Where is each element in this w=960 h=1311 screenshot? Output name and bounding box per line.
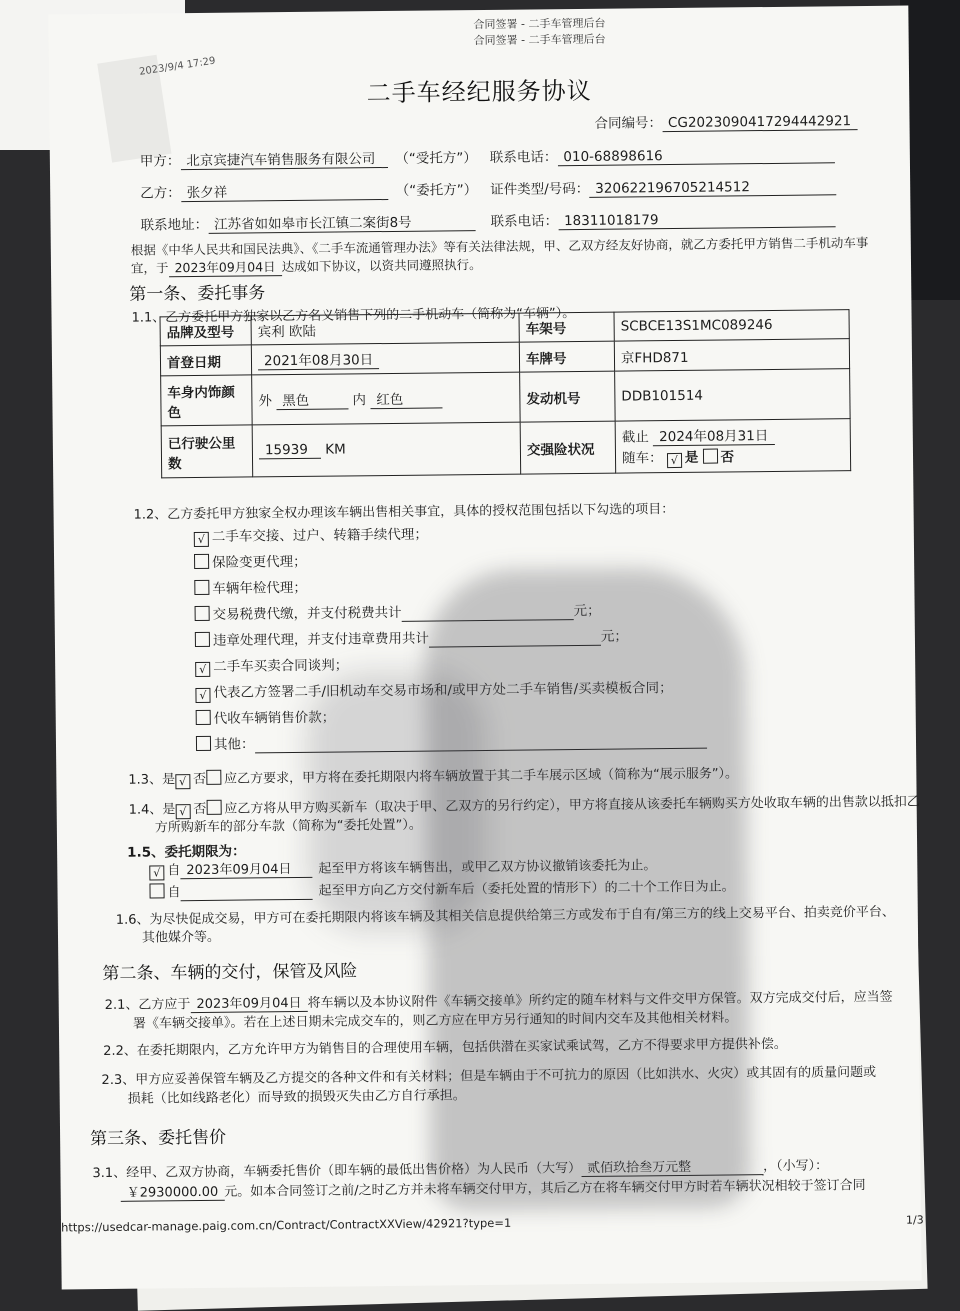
mileage-cell: 15939 KM — [252, 422, 521, 477]
clause-1-1: 1.1、乙方委托甲方独家以乙方名义销售下列的二手机动车（简称为“车辆”）。 — [131, 306, 576, 326]
option-tax: 交易税费代缴，并支付税费共计 元； — [195, 599, 601, 624]
option-insurance: 保险变更代理； — [194, 550, 307, 571]
clause-1-6-line2: 其他媒介等。 — [141, 929, 221, 946]
clause-1-2: 1.2、乙方委托甲方独家全权办理该车辆出售相关事宜，具体的授权范围包括以下勾选的项目： — [133, 502, 675, 523]
preamble-line1: 根据《中华人民共和国民法典》、《二手车流通管理办法》等有关法律法规，甲、乙双方经友好协商，就乙方委托甲方销售二手机动车事 — [130, 234, 869, 258]
clause-2-1-line2: 署《车辆交接单》。若在上述日期未完成交车的，则乙方应在甲方另行通知的时间内交车及其他相关材料。 — [132, 1010, 738, 1032]
phone-shadow-overlay — [424, 567, 751, 1210]
checkbox: √ — [175, 774, 190, 789]
insurance-until: 截止 2024年08月31日 — [622, 423, 844, 446]
party-b-id: 证件类型/号码： 320622196705214512 — [490, 174, 836, 199]
clause-3-1: 3.1、经甲、乙双方协商，车辆委托售价（即车辆的最低出售价格）为人民币（大写） 贰佰玖拾叁万元整 ，（小写）： — [92, 1154, 828, 1182]
clause-2-3-line2: 损耗（比如线路老化）而导致的损毁灭失由乙方自行承担。 — [127, 1088, 466, 1107]
clause-2-2: 2.2、在委托期限内，乙方允许甲方为销售目的合理使用车辆，包括供潜在买家试乘试驾，乙方不得要求甲方提供补偿。 — [103, 1036, 787, 1060]
plate-label: 车牌号 — [519, 341, 614, 372]
document-title: 二手车经纪服务协议 — [366, 76, 592, 108]
checkbox: √ — [175, 804, 190, 819]
checkbox: √ — [194, 532, 209, 547]
checkbox — [194, 580, 209, 595]
engine-value: DDB101514 — [615, 369, 851, 421]
with-car-yes-checkbox: √ — [667, 453, 682, 468]
section-2-title: 第二条、车辆的交付，保管及风险 — [102, 961, 358, 985]
brand-value: 宾利 欧陆 — [251, 313, 519, 345]
mileage-label: 已行驶公里数 — [161, 425, 253, 478]
brand-label: 品牌及型号 — [160, 316, 251, 346]
contract-page — [48, 6, 924, 1290]
clause-1-4-line2: 方所购新车的部分车款（简称为“委托处置”）。 — [154, 817, 422, 836]
reg-date-cell: 2021年08月30日 — [251, 342, 519, 375]
option-negotiation: √ 二手车买卖合同谈判； — [195, 653, 348, 677]
with-car-row: 随车： √ 是 否 — [621, 449, 735, 468]
clause-2-3: 2.3、甲方应妥善保管车辆及乙方提交的各种文件和有关材料；但是车辆由于不可抗力的原因（比如洪水、火灾）或其固有的质量问题或 — [101, 1064, 877, 1089]
clause-1-6: 1.6、为尽快促成交易，甲方可在委托期限内将该车辆及其相关信息提供给第三方或发布于自有/第三方的线上交易平台、拍卖竞价平台、 — [115, 904, 895, 928]
with-car-no-checkbox — [703, 449, 718, 464]
table-row — [161, 369, 850, 426]
vin-value: SCBCE13S1MC089246 — [614, 310, 849, 341]
vehicle-info-table — [160, 309, 852, 478]
checkbox — [196, 736, 211, 751]
checkbox — [196, 710, 211, 725]
section-3-title: 第三条、委托售价 — [90, 1127, 227, 1150]
option-collect-payment: 代收车辆销售价款； — [196, 706, 336, 727]
clause-2-1: 2.1、乙方应于 2023年09月04日 将车辆以及本协议附件《车辆交接单》所约定的随车材料与文件交甲方保管。双方完成交付后，应当签 — [104, 989, 893, 1014]
print-date: 2023/9/4 17:29 — [138, 55, 217, 78]
checkbox — [195, 606, 210, 621]
engine-label: 发动机号 — [520, 371, 616, 422]
preamble-line2: 宜，于 2023年09月04日 达成如下协议，以资共同遵照执行。 — [130, 257, 482, 276]
option-inspection: 车辆年检代理； — [194, 576, 307, 597]
insurance-cell — [615, 419, 851, 473]
insurance-label: 交强险状况 — [520, 421, 616, 474]
party-a-phone: 联系电话： 010-68898616 — [490, 142, 835, 167]
checkbox — [194, 554, 209, 569]
clause-1-4: 1.4、是 √ 否 应乙方将从甲方购买新车（取决于甲、乙双方的另行约定），甲方将直接从该委托车辆购买方处收取车辆的出售款以抵扣乙 — [128, 794, 920, 819]
color-cell: 外 黑色 内 红色 — [252, 372, 521, 425]
party-b-address: 联系地址： 江苏省如如皋市长江镇二案街8号 — [140, 210, 475, 235]
contract-number: 合同编号： CG2023090417294442921 — [594, 109, 857, 133]
option-sign-contract: √ 代表乙方签署二手/旧机动车交易市场和/或甲方处二手车销售/买卖模板合同； — [195, 676, 672, 703]
checkbox — [195, 632, 210, 647]
checkbox — [206, 800, 221, 815]
checkbox: √ — [149, 865, 164, 880]
vin-label: 车架号 — [519, 312, 614, 342]
checkbox — [149, 883, 164, 898]
checkbox: √ — [195, 662, 210, 677]
color-label: 车身内饰颜色 — [161, 375, 253, 426]
clause-1-3: 1.3、是 √ 否 应乙方要求，甲方将在委托期限内将车辆放置于其二手车展示区域（简称为“展示服务”）。 — [128, 766, 739, 789]
checkbox — [206, 770, 221, 785]
option-other: 其他： — [196, 728, 707, 754]
clause-1-5-title: 1.5、委托期限为： — [127, 843, 246, 861]
plate-value: 京FHD871 — [614, 339, 849, 371]
reg-date-label: 首登日期 — [160, 345, 251, 376]
print-header-2: 合同签署 - 二手车管理后台 — [473, 32, 606, 48]
party-b-row: 乙方： 张夕祥 （“委托方”） — [140, 178, 477, 203]
clause-3-1-line2: ￥2930000.00 元。如本合同签订之前/之时乙方并未将车辆交付甲方，其后乙方在将车辆交付甲方时若车辆状况相较于签订合同 — [121, 1174, 866, 1202]
party-a-row: 甲方： 北京宾捷汽车销售服务有限公司 （“受托方”） — [140, 146, 477, 171]
section-1-title: 第一条、委托事务 — [129, 283, 266, 305]
footer-url: https://usedcar-manage.paig.com.cn/Contract/ContractXXView/42921?type=1 — [60, 1215, 512, 1235]
checkbox: √ — [195, 688, 210, 703]
table-row — [161, 419, 851, 478]
option-transfer: √ 二手车交接、过户、转籍手续代理； — [194, 523, 428, 547]
footer-page-number: 1/3 — [905, 1213, 924, 1227]
term-option-1: √ 自 2023年09月04日 起至甲方将该车辆售出，或甲乙双方协议撤销该委托为止。 — [149, 854, 656, 880]
party-b-phone: 联系电话： 18311018179 — [490, 206, 835, 231]
print-header: 合同签署 - 二手车管理后台 — [473, 16, 606, 32]
term-option-2: 自 起至甲方向乙方交付新车后（委托处置的情形下）的二十个工作日为止。 — [149, 875, 734, 901]
option-violation: 违章处理代理，并支付违章费用共计 元； — [195, 625, 628, 651]
